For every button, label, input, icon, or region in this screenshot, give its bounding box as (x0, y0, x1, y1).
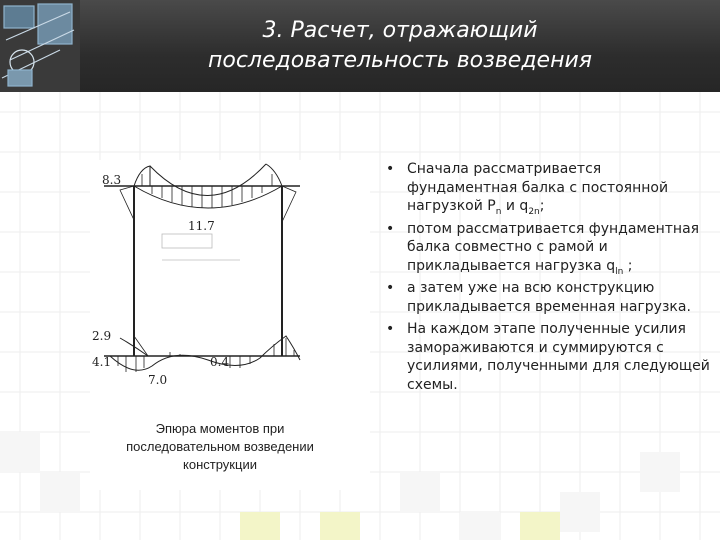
bottom-moment-diagram (110, 336, 300, 372)
caption-line3: конструкции (183, 457, 257, 472)
label-top-left: 8.3 (102, 173, 122, 187)
bullet-2-end: ; (623, 257, 633, 274)
bullet-dot-icon: • (386, 280, 395, 296)
label-bottom-mid-2: 0.4 (210, 355, 230, 369)
caption-line2: последовательном возведении (126, 439, 314, 454)
bullet-dot-icon: • (386, 220, 395, 237)
slide-title-line1: 3. Расчет, отражающий (262, 18, 538, 43)
label-bottom-left-2: 4.1 (92, 355, 112, 369)
bullet-list (384, 160, 714, 398)
figure-caption (88, 420, 352, 474)
caption-line1: Эпюра моментов при (155, 421, 285, 436)
slide-title-line2: последовательность возведения (207, 48, 593, 73)
slide-header (0, 0, 720, 92)
bullet-dot-icon: • (386, 321, 395, 337)
label-bottom-left-1: 2.9 (92, 329, 112, 343)
moment-diagram (90, 160, 370, 410)
bullet-2-sub: ln (615, 266, 624, 277)
label-mid: 11.7 (188, 219, 215, 233)
bullet-3-text: а затем уже на всю конструкцию прикладывается временная нагрузка. (407, 280, 691, 315)
bullet-2-text: потом рассматривается фундаментная балка совместно с рамой и прикладывается нагрузка q (407, 220, 700, 274)
decorative-logo (0, 0, 80, 92)
bullet-4-text: На каждом этапе полученные усилия замораживаются и суммируются с усилиями, полученными для следующей схемы. (407, 321, 710, 393)
label-bottom-mid-1: 7.0 (148, 373, 168, 387)
bullet-item-4 (384, 320, 714, 394)
bullet-1-sub2: 2n (528, 206, 540, 217)
bullet-item-2 (384, 220, 714, 276)
bullet-item-3 (384, 279, 714, 316)
bullet-1-end: ; (539, 198, 545, 214)
bullet-1-mid: и q (501, 198, 529, 214)
slide-title (80, 16, 720, 76)
bullet-1-sub1: n (495, 206, 502, 217)
bullet-dot-icon: • (386, 161, 395, 177)
bullet-1-text: Сначала рассматривается фундаментная балка с постоянной нагрузкой P (407, 161, 669, 214)
bullet-item-1 (384, 160, 714, 216)
